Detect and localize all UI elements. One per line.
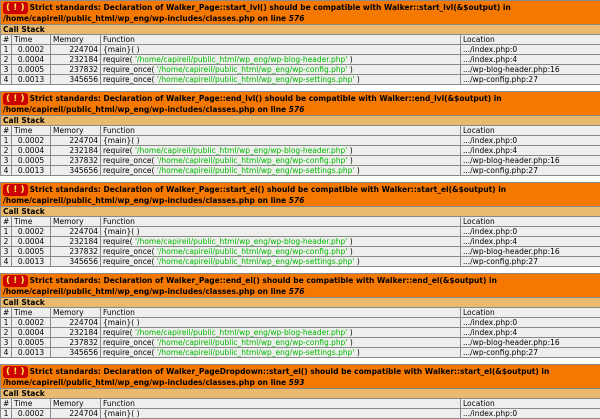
function-name: require(	[103, 146, 135, 155]
stack-frame-location: .../wp-blog-header.php:16	[461, 65, 600, 75]
error-message: Strict standards: Declaration of Walker_Page::end_el() should be compatible with Walker::end_el(&$output) in	[30, 276, 497, 285]
stack-frame-function	[101, 45, 461, 55]
column-header-memory: Memory	[51, 399, 101, 409]
column-header-time: Time	[12, 308, 51, 318]
column-header-num: #	[1, 399, 12, 409]
stack-frame-function	[101, 318, 461, 328]
function-argument: '/home/capireil/public_html/wp_eng/wp-config.php'	[157, 65, 348, 74]
error-header-row	[1, 365, 600, 389]
column-header-location: Location	[461, 399, 600, 409]
stack-frame-location: .../index.php:0	[461, 227, 600, 237]
error-table	[0, 182, 600, 267]
call-stack-label: Call Stack	[1, 25, 600, 35]
stack-frame-time: 0.0002	[12, 227, 51, 237]
stack-frame-time: 0.0005	[12, 65, 51, 75]
stack-row	[1, 257, 600, 267]
call-stack-label: Call Stack	[1, 116, 600, 126]
on-line-text: on line	[255, 14, 289, 23]
function-argument: '/home/capireil/public_html/wp_eng/wp-settings.php'	[157, 257, 355, 266]
stack-frame-location: .../wp-blog-header.php:16	[461, 156, 600, 166]
function-name: {main}( )	[103, 318, 140, 327]
stack-frame-number: 3	[1, 247, 12, 257]
stack-frame-number: 4	[1, 348, 12, 358]
stack-frame-number: 2	[1, 237, 12, 247]
error-file-path: /home/capireil/public_html/wp_eng/wp-includes/classes.php	[3, 196, 255, 205]
stack-frame-memory: 345656	[51, 257, 101, 267]
stack-frame-memory: 345656	[51, 348, 101, 358]
error-header-row	[1, 92, 600, 116]
warning-icon: ( ! )	[3, 184, 28, 196]
error-line-number: 576	[289, 105, 305, 114]
stack-frame-function	[101, 156, 461, 166]
function-close: )	[347, 65, 352, 74]
error-message-cell	[1, 92, 600, 116]
stack-row	[1, 45, 600, 55]
stack-frame-number: 3	[1, 65, 12, 75]
function-argument: '/home/capireil/public_html/wp_eng/wp-config.php'	[157, 156, 348, 165]
error-header-row	[1, 1, 600, 25]
stack-frame-function	[101, 338, 461, 348]
stack-frame-memory: 232184	[51, 328, 101, 338]
column-header-row	[1, 217, 600, 227]
function-name: {main}( )	[103, 409, 140, 418]
function-name: require_once(	[103, 338, 157, 347]
call-stack-label: Call Stack	[1, 207, 600, 217]
error-message: Strict standards: Declaration of Walker_PageDropdown::start_el() should be compatible with Walker::start_el(&$output) in	[30, 367, 550, 376]
function-close: )	[347, 247, 352, 256]
call-stack-label: Call Stack	[1, 389, 600, 399]
stack-frame-memory: 345656	[51, 166, 101, 176]
stack-row	[1, 146, 600, 156]
function-name: require_once(	[103, 156, 157, 165]
stack-frame-location: .../index.php:4	[461, 146, 600, 156]
function-name: require_once(	[103, 75, 157, 84]
stack-frame-memory: 345656	[51, 75, 101, 85]
error-file-path: /home/capireil/public_html/wp_eng/wp-includes/classes.php	[3, 287, 255, 296]
stack-frame-memory: 224704	[51, 45, 101, 55]
stack-frame-time: 0.0004	[12, 55, 51, 65]
stack-row	[1, 75, 600, 85]
error-line-number: 576	[289, 287, 305, 296]
error-line-number: 576	[289, 196, 305, 205]
error-table	[0, 91, 600, 176]
stack-row	[1, 247, 600, 257]
on-line-text: on line	[255, 378, 289, 387]
error-message-cell	[1, 274, 600, 298]
stack-frame-number: 3	[1, 156, 12, 166]
stack-frame-location: .../wp-blog-header.php:16	[461, 247, 600, 257]
stack-frame-function	[101, 247, 461, 257]
function-argument: '/home/capireil/public_html/wp_eng/wp-settings.php'	[157, 348, 355, 357]
stack-row	[1, 156, 600, 166]
function-close: )	[347, 156, 352, 165]
column-header-memory: Memory	[51, 217, 101, 227]
function-name: require_once(	[103, 348, 157, 357]
stack-frame-function	[101, 75, 461, 85]
stack-frame-location: .../index.php:0	[461, 409, 600, 419]
stack-frame-memory: 224704	[51, 409, 101, 419]
call-stack-header-row	[1, 207, 600, 217]
stack-frame-number: 4	[1, 75, 12, 85]
stack-row	[1, 55, 600, 65]
stack-frame-number: 1	[1, 45, 12, 55]
stack-frame-number: 1	[1, 227, 12, 237]
error-line-number: 576	[289, 14, 305, 23]
stack-frame-number: 1	[1, 409, 12, 419]
stack-frame-function	[101, 136, 461, 146]
function-argument: '/home/capireil/public_html/wp_eng/wp-settings.php'	[157, 75, 355, 84]
stack-frame-function	[101, 237, 461, 247]
stack-row	[1, 65, 600, 75]
error-message-cell	[1, 183, 600, 207]
stack-frame-location: .../index.php:4	[461, 328, 600, 338]
stack-frame-location: .../wp-config.php:27	[461, 166, 600, 176]
column-header-memory: Memory	[51, 35, 101, 45]
stack-frame-time: 0.0005	[12, 247, 51, 257]
stack-frame-location: .../index.php:4	[461, 237, 600, 247]
stack-frame-function	[101, 257, 461, 267]
stack-row	[1, 348, 600, 358]
stack-frame-time: 0.0005	[12, 156, 51, 166]
column-header-function: Function	[101, 399, 461, 409]
column-header-num: #	[1, 308, 12, 318]
stack-frame-time: 0.0013	[12, 257, 51, 267]
stack-frame-number: 2	[1, 328, 12, 338]
function-name: require_once(	[103, 257, 157, 266]
column-header-function: Function	[101, 126, 461, 136]
stack-frame-function	[101, 146, 461, 156]
stack-frame-memory: 224704	[51, 227, 101, 237]
warning-icon: ( ! )	[3, 2, 28, 14]
error-file-path: /home/capireil/public_html/wp_eng/wp-includes/classes.php	[3, 105, 255, 114]
function-argument: '/home/capireil/public_html/wp_eng/wp-blog-header.php'	[135, 237, 347, 246]
function-name: require(	[103, 55, 135, 64]
error-file-path: /home/capireil/public_html/wp_eng/wp-includes/classes.php	[3, 378, 255, 387]
error-message-cell	[1, 1, 600, 25]
function-close: )	[347, 237, 352, 246]
column-header-row	[1, 35, 600, 45]
stack-frame-function	[101, 348, 461, 358]
stack-row	[1, 227, 600, 237]
on-line-text: on line	[255, 105, 289, 114]
stack-frame-location: .../wp-config.php:27	[461, 257, 600, 267]
stack-frame-number: 4	[1, 257, 12, 267]
stack-frame-time: 0.0005	[12, 338, 51, 348]
column-header-time: Time	[12, 217, 51, 227]
column-header-function: Function	[101, 35, 461, 45]
function-close: )	[347, 146, 352, 155]
function-argument: '/home/capireil/public_html/wp_eng/wp-config.php'	[157, 338, 348, 347]
stack-frame-location: .../wp-config.php:27	[461, 348, 600, 358]
column-header-function: Function	[101, 308, 461, 318]
function-name: {main}( )	[103, 227, 140, 236]
stack-row	[1, 166, 600, 176]
function-close: )	[354, 166, 359, 175]
function-close: )	[347, 55, 352, 64]
stack-frame-number: 1	[1, 318, 12, 328]
stack-frame-location: .../index.php:0	[461, 318, 600, 328]
stack-row	[1, 338, 600, 348]
warning-icon: ( ! )	[3, 275, 28, 287]
stack-frame-memory: 237832	[51, 65, 101, 75]
function-name: require_once(	[103, 65, 157, 74]
error-line-number: 593	[289, 378, 305, 387]
stack-row	[1, 237, 600, 247]
function-name: require(	[103, 237, 135, 246]
call-stack-label: Call Stack	[1, 298, 600, 308]
call-stack-header-row	[1, 389, 600, 399]
stack-frame-number: 2	[1, 55, 12, 65]
warning-icon: ( ! )	[3, 366, 28, 378]
column-header-num: #	[1, 126, 12, 136]
error-header-row	[1, 274, 600, 298]
function-name: require_once(	[103, 247, 157, 256]
function-name: {main}( )	[103, 45, 140, 54]
error-table	[0, 364, 600, 419]
stack-frame-function	[101, 328, 461, 338]
stack-frame-time: 0.0002	[12, 318, 51, 328]
stack-frame-number: 4	[1, 166, 12, 176]
column-header-location: Location	[461, 35, 600, 45]
column-header-location: Location	[461, 308, 600, 318]
stack-frame-memory: 232184	[51, 55, 101, 65]
on-line-text: on line	[255, 196, 289, 205]
function-close: )	[347, 338, 352, 347]
stack-frame-number: 2	[1, 146, 12, 156]
warning-icon: ( ! )	[3, 93, 28, 105]
function-argument: '/home/capireil/public_html/wp_eng/wp-settings.php'	[157, 166, 355, 175]
stack-frame-memory: 237832	[51, 338, 101, 348]
stack-frame-time: 0.0002	[12, 136, 51, 146]
stack-frame-function	[101, 166, 461, 176]
stack-frame-function	[101, 55, 461, 65]
function-close: )	[354, 257, 359, 266]
column-header-row	[1, 126, 600, 136]
stack-frame-memory: 224704	[51, 136, 101, 146]
error-message-cell	[1, 365, 600, 389]
stack-frame-time: 0.0004	[12, 328, 51, 338]
stack-frame-memory: 232184	[51, 146, 101, 156]
stack-frame-memory: 232184	[51, 237, 101, 247]
function-argument: '/home/capireil/public_html/wp_eng/wp-blog-header.php'	[135, 328, 347, 337]
column-header-row	[1, 308, 600, 318]
stack-frame-number: 3	[1, 338, 12, 348]
function-close: )	[354, 348, 359, 357]
column-header-function: Function	[101, 217, 461, 227]
stack-row	[1, 318, 600, 328]
column-header-location: Location	[461, 217, 600, 227]
stack-frame-location: .../index.php:4	[461, 55, 600, 65]
function-argument: '/home/capireil/public_html/wp_eng/wp-config.php'	[157, 247, 348, 256]
error-table	[0, 273, 600, 358]
call-stack-header-row	[1, 25, 600, 35]
stack-row	[1, 409, 600, 419]
call-stack-header-row	[1, 116, 600, 126]
column-header-time: Time	[12, 399, 51, 409]
function-argument: '/home/capireil/public_html/wp_eng/wp-blog-header.php'	[135, 55, 347, 64]
stack-frame-memory: 237832	[51, 156, 101, 166]
column-header-memory: Memory	[51, 308, 101, 318]
stack-frame-number: 1	[1, 136, 12, 146]
column-header-time: Time	[12, 35, 51, 45]
error-header-row	[1, 183, 600, 207]
error-message: Strict standards: Declaration of Walker_Page::start_el() should be compatible with Walker::start_el(&$output) in	[30, 185, 507, 194]
function-name: {main}( )	[103, 136, 140, 145]
stack-frame-location: .../wp-blog-header.php:16	[461, 338, 600, 348]
column-header-memory: Memory	[51, 126, 101, 136]
on-line-text: on line	[255, 287, 289, 296]
column-header-location: Location	[461, 126, 600, 136]
stack-frame-location: .../index.php:0	[461, 136, 600, 146]
column-header-time: Time	[12, 126, 51, 136]
stack-frame-function	[101, 409, 461, 419]
stack-frame-time: 0.0002	[12, 409, 51, 419]
function-close: )	[347, 328, 352, 337]
stack-frame-function	[101, 227, 461, 237]
function-name: require_once(	[103, 166, 157, 175]
stack-row	[1, 328, 600, 338]
error-table	[0, 0, 600, 85]
error-file-path: /home/capireil/public_html/wp_eng/wp-includes/classes.php	[3, 14, 255, 23]
stack-frame-time: 0.0004	[12, 237, 51, 247]
stack-frame-location: .../index.php:0	[461, 45, 600, 55]
stack-frame-time: 0.0013	[12, 75, 51, 85]
error-message: Strict standards: Declaration of Walker_Page::end_lvl() should be compatible with Walker::end_lvl(&$output) in	[30, 94, 502, 103]
function-argument: '/home/capireil/public_html/wp_eng/wp-blog-header.php'	[135, 146, 347, 155]
column-header-num: #	[1, 217, 12, 227]
stack-frame-time: 0.0002	[12, 45, 51, 55]
function-close: )	[354, 75, 359, 84]
column-header-num: #	[1, 35, 12, 45]
stack-frame-time: 0.0013	[12, 166, 51, 176]
stack-frame-memory: 237832	[51, 247, 101, 257]
stack-frame-memory: 224704	[51, 318, 101, 328]
function-name: require(	[103, 328, 135, 337]
stack-row	[1, 136, 600, 146]
stack-frame-location: .../wp-config.php:27	[461, 75, 600, 85]
call-stack-header-row	[1, 298, 600, 308]
stack-frame-time: 0.0013	[12, 348, 51, 358]
error-message: Strict standards: Declaration of Walker_Page::start_lvl() should be compatible with Walker::start_lvl(&$output) in	[30, 3, 511, 12]
column-header-row	[1, 399, 600, 409]
stack-frame-time: 0.0004	[12, 146, 51, 156]
stack-frame-function	[101, 65, 461, 75]
